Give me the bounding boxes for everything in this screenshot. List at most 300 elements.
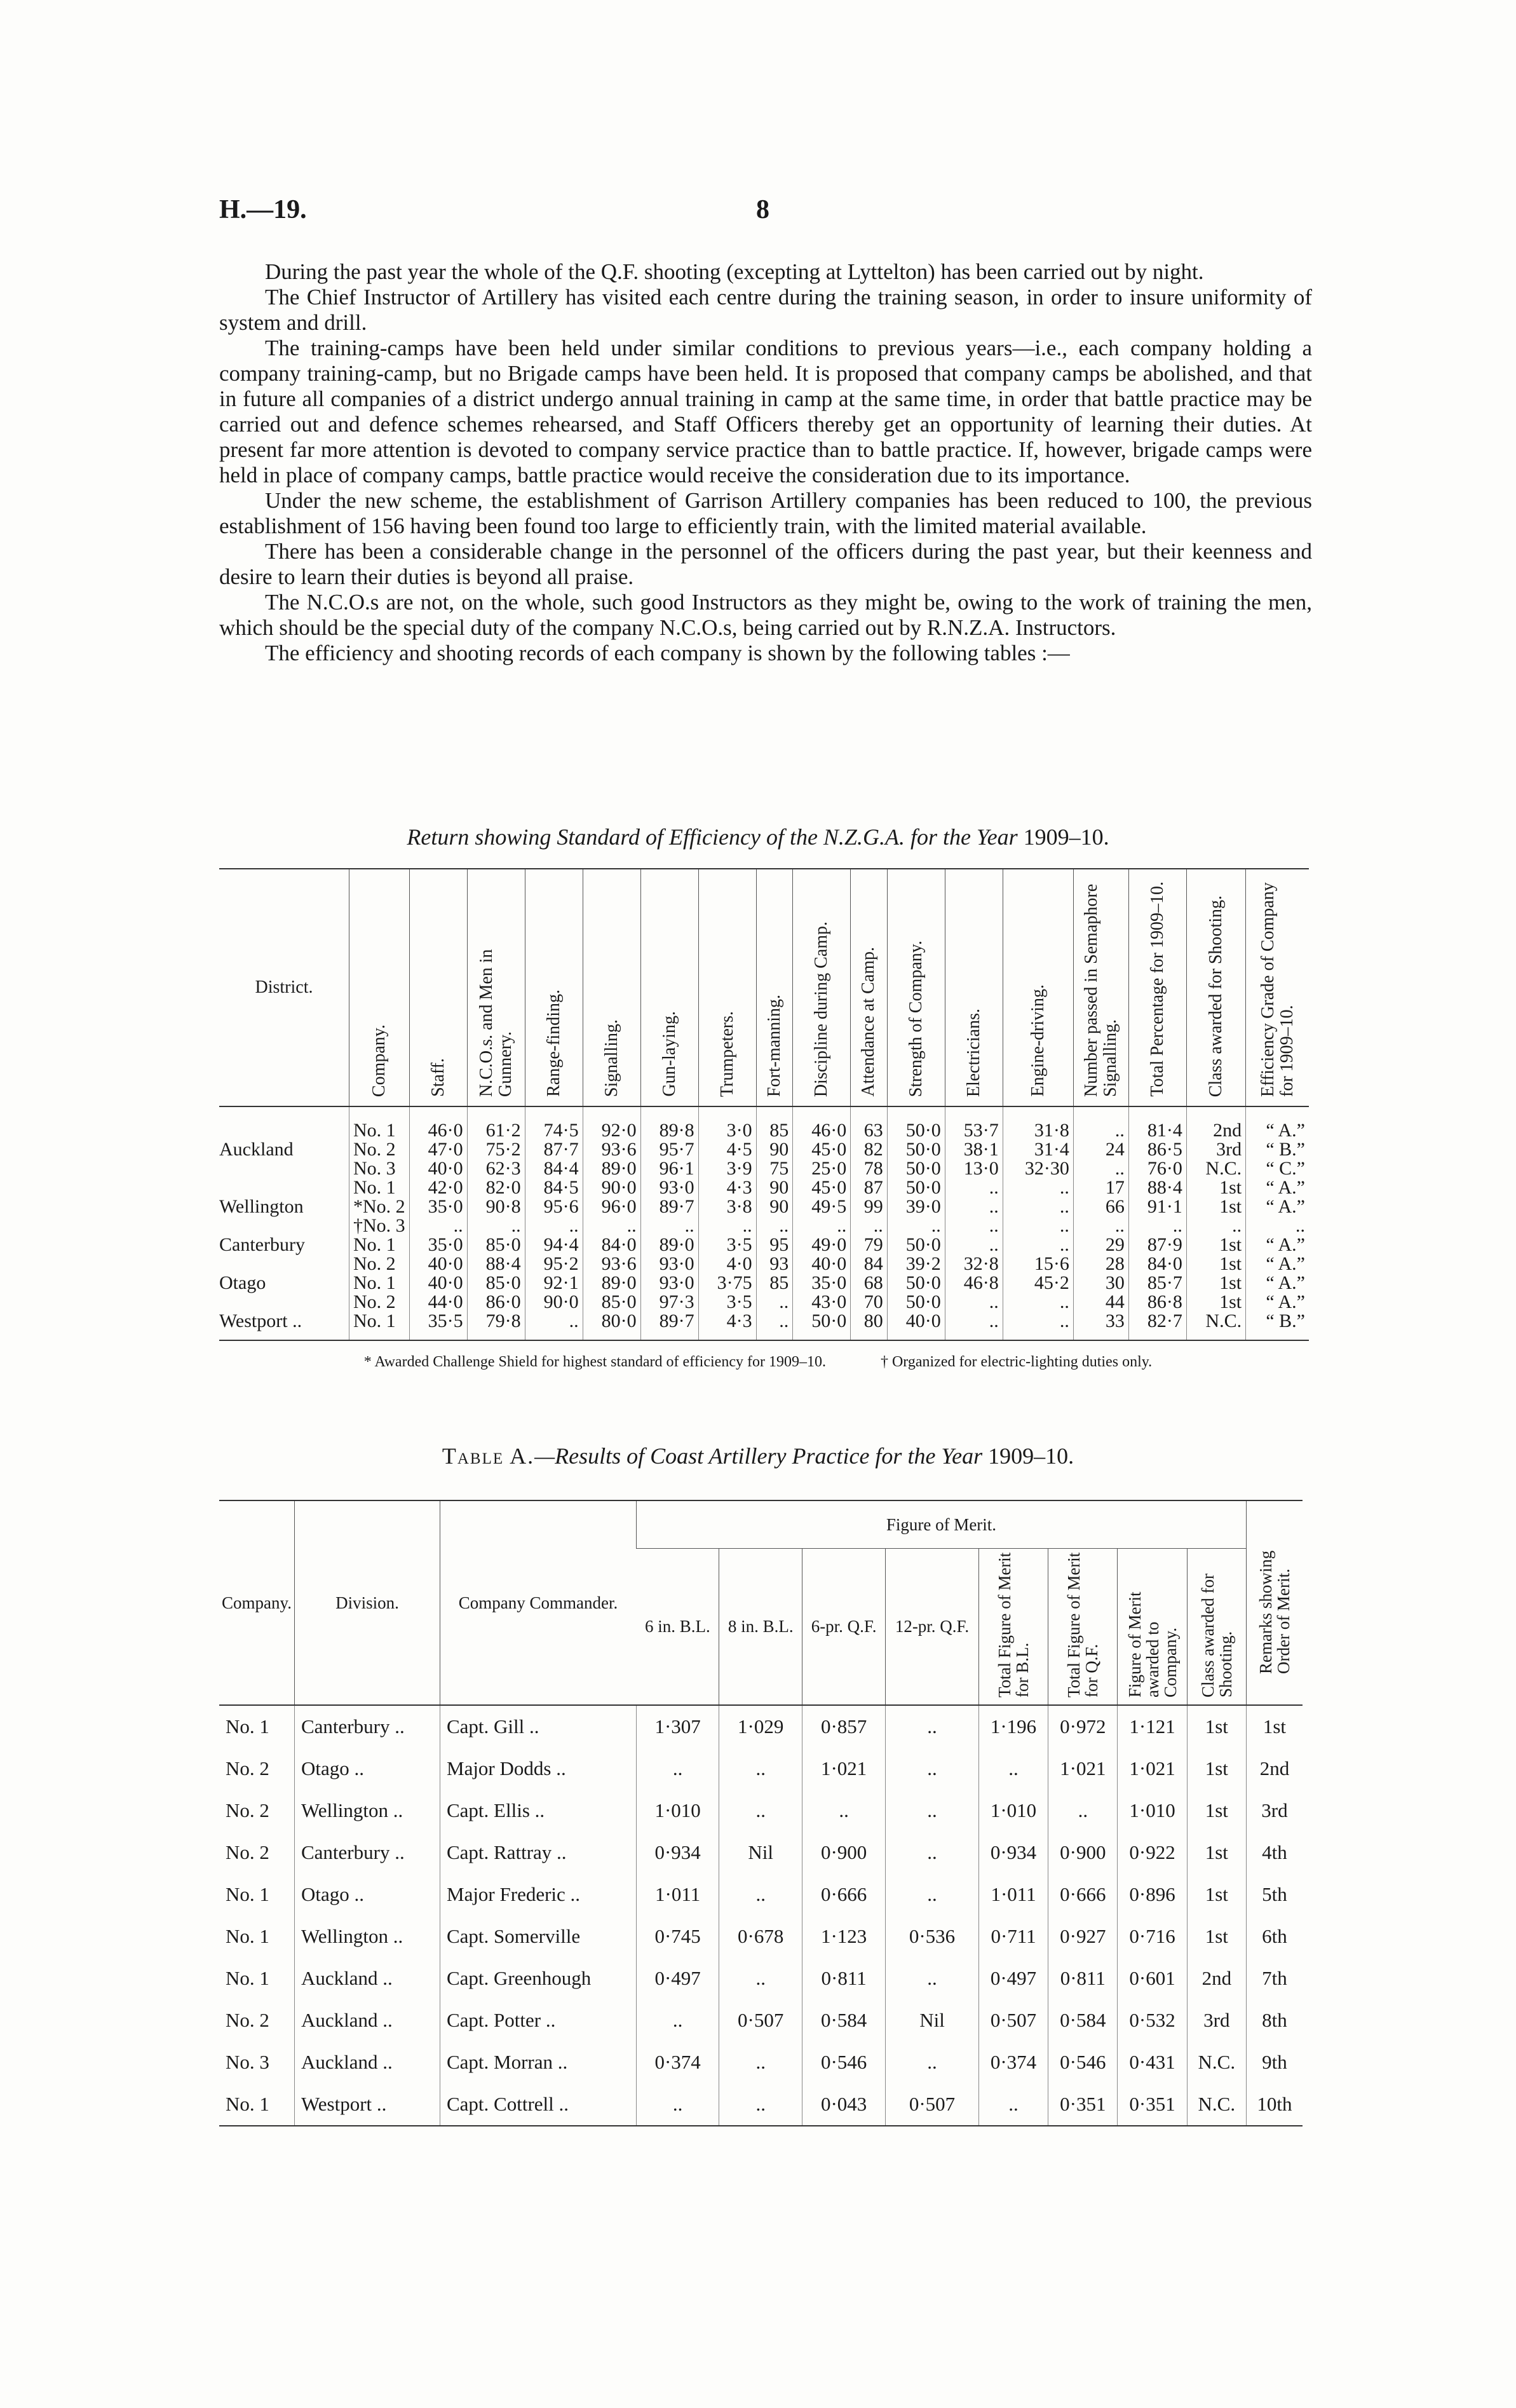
- body-text: [219, 259, 1312, 666]
- commander-cell: Major Dodds ..: [440, 1748, 637, 1790]
- table-cell: 0·711: [978, 1915, 1048, 1957]
- column-header: Trumpeters.: [698, 869, 756, 1106]
- table-cell: 50·0: [887, 1178, 945, 1197]
- company-cell: No. 1: [349, 1178, 410, 1197]
- table-cell: ..: [1128, 1216, 1186, 1235]
- table-cell: 1st: [1186, 1235, 1245, 1255]
- table-cell: 30: [1073, 1274, 1128, 1293]
- table-cell: ..: [1003, 1235, 1073, 1255]
- table-cell: 89·8: [640, 1106, 698, 1140]
- column-header: Fort-manning.: [756, 869, 793, 1106]
- table-cell: ..: [719, 1957, 802, 1999]
- paragraph: Under the new scheme, the establishment of Garrison Artillery companies has been reduced to 100, the previous establishment of 156 having been found too large to efficiently train, with the limited material available.: [219, 488, 1312, 538]
- table-cell: 0·043: [802, 2083, 886, 2126]
- table-cell: 90: [756, 1178, 793, 1197]
- column-header: Class awarded for Shooting.: [1186, 869, 1245, 1106]
- table-cell: 0·900: [802, 1832, 886, 1874]
- table-cell: 87·9: [1128, 1235, 1186, 1255]
- table-cell: ..: [793, 1216, 851, 1235]
- table-cell: 50·0: [887, 1235, 945, 1255]
- table-cell: ..: [637, 1999, 719, 2041]
- table-cell: ..: [719, 2083, 802, 2126]
- table-cell: ..: [978, 2083, 1048, 2126]
- division-cell: Canterbury ..: [295, 1705, 440, 1748]
- table-cell: ..: [1003, 1216, 1073, 1235]
- table-cell: 6th: [1246, 1915, 1303, 1957]
- company-cell: No. 1: [226, 1715, 269, 1738]
- column-header: Discipline during Camp.: [793, 869, 851, 1106]
- table-cell: 0·532: [1118, 1999, 1187, 2041]
- table-header-row: [219, 1500, 1303, 1549]
- company-cell: No. 2: [349, 1255, 410, 1274]
- table-cell: “ A.”: [1246, 1235, 1309, 1255]
- company-cell: No. 2: [226, 1757, 269, 1779]
- table-cell: 1st: [1187, 1748, 1246, 1790]
- table-cell: ..: [719, 1790, 802, 1832]
- table-cell: ..: [945, 1216, 1003, 1235]
- column-header: 12-pr. Q.F.: [886, 1549, 979, 1706]
- table-cell: 84·0: [583, 1235, 640, 1255]
- table-cell: ..: [1073, 1106, 1128, 1140]
- table-cell: ..: [851, 1216, 888, 1235]
- table-cell: ..: [698, 1216, 756, 1235]
- company-cell: No. 1: [226, 1967, 269, 1989]
- table-row: [219, 1255, 1309, 1274]
- table-cell: 0·934: [978, 1832, 1048, 1874]
- table-row: [219, 1874, 1303, 1915]
- table-cell: 1·010: [978, 1790, 1048, 1832]
- table-cell: 86·5: [1128, 1140, 1186, 1159]
- table-cell: 29: [1073, 1235, 1128, 1255]
- efficiency-table: [219, 868, 1309, 1341]
- table-cell: ..: [1003, 1178, 1073, 1197]
- table-cell: ..: [637, 2083, 719, 2126]
- table-cell: ..: [886, 1790, 979, 1832]
- table-cell: 15·6: [1003, 1255, 1073, 1274]
- table-cell: 44: [1073, 1293, 1128, 1312]
- company-cell: No. 2: [226, 1799, 269, 1821]
- table-cell: 90: [756, 1140, 793, 1159]
- table-cell: 95·2: [525, 1255, 583, 1274]
- table-cell: 32·8: [945, 1255, 1003, 1274]
- division-cell: Wellington ..: [295, 1790, 440, 1832]
- table-cell: 91·1: [1128, 1197, 1186, 1216]
- table-cell: 0·811: [1048, 1957, 1118, 1999]
- table-cell: 1st: [1246, 1705, 1303, 1748]
- table-cell: ..: [1003, 1197, 1073, 1216]
- table-cell: 1st: [1186, 1274, 1245, 1293]
- table-cell: 0·934: [637, 1832, 719, 1874]
- table-row: [219, 1178, 1309, 1197]
- column-header: Figure of Merit awarded to Company.: [1118, 1549, 1187, 1706]
- column-header: Class awarded for Shooting.: [1187, 1549, 1246, 1706]
- table-cell: 0·584: [1048, 1999, 1118, 2041]
- table-cell: “ C.”: [1246, 1159, 1309, 1178]
- division-cell: Auckland ..: [295, 1999, 440, 2041]
- table-cell: 3rd: [1186, 1140, 1245, 1159]
- table-cell: 80·0: [583, 1312, 640, 1340]
- column-header: Total Figure of Merit for B.L.: [978, 1549, 1048, 1706]
- table-cell: 1·021: [1048, 1748, 1118, 1790]
- commander-cell: Capt. Ellis ..: [440, 1790, 637, 1832]
- commander-cell: Major Frederic ..: [440, 1874, 637, 1915]
- table-cell: 0·374: [978, 2041, 1048, 2083]
- table-cell: 78: [851, 1159, 888, 1178]
- table-cell: 3·9: [698, 1159, 756, 1178]
- table-cell: 1·011: [978, 1874, 1048, 1915]
- company-cell: No. 2: [349, 1293, 410, 1312]
- table-cell: 35·0: [409, 1235, 467, 1255]
- table-cell: 85·7: [1128, 1274, 1186, 1293]
- table-cell: 40·0: [409, 1274, 467, 1293]
- table-cell: 1·196: [978, 1705, 1048, 1748]
- table-cell: 0·666: [802, 1874, 886, 1915]
- company-cell: †No. 3: [349, 1216, 410, 1235]
- commander-cell: Capt. Cottrell ..: [440, 2083, 637, 2126]
- column-header: N.C.O.s. and Men in Gunnery.: [467, 869, 525, 1106]
- table-cell: 1·307: [637, 1705, 719, 1748]
- table-cell: ..: [945, 1312, 1003, 1340]
- table-cell: 89·0: [583, 1159, 640, 1178]
- table-cell: 93·0: [640, 1178, 698, 1197]
- table-cell: ..: [886, 2041, 979, 2083]
- table-row: [219, 2041, 1303, 2083]
- table2-caption: [0, 1443, 1516, 1469]
- table-cell: 97·3: [640, 1293, 698, 1312]
- table-cell: 95: [756, 1235, 793, 1255]
- company-cell: No. 2: [226, 1841, 269, 1863]
- column-header: Engine-driving.: [1003, 869, 1073, 1106]
- table-cell: 0·896: [1118, 1874, 1187, 1915]
- table-cell: 1·011: [637, 1874, 719, 1915]
- commander-cell: Capt. Gill ..: [440, 1705, 637, 1748]
- table-cell: 45·0: [793, 1178, 851, 1197]
- table-cell: “ A.”: [1246, 1106, 1309, 1140]
- table-cell: 17: [1073, 1178, 1128, 1197]
- table-cell: 10th: [1246, 2083, 1303, 2126]
- table-cell: ..: [525, 1312, 583, 1340]
- table-cell: 89·0: [583, 1274, 640, 1293]
- table-cell: 45·0: [793, 1140, 851, 1159]
- table2-caption-prefix: Table A.: [442, 1443, 535, 1469]
- table-cell: 1st: [1187, 1832, 1246, 1874]
- table-row: [219, 1216, 1309, 1235]
- table-row: [219, 1790, 1303, 1832]
- column-header: Total Figure of Merit for Q.F.: [1048, 1549, 1118, 1706]
- table-cell: 93·0: [640, 1255, 698, 1274]
- division-cell: Auckland ..: [295, 2041, 440, 2083]
- table-cell: 49·5: [793, 1197, 851, 1216]
- division-cell: Wellington ..: [295, 1915, 440, 1957]
- table-cell: 88·4: [467, 1255, 525, 1274]
- table-cell: 2nd: [1246, 1748, 1303, 1790]
- district-cell: [219, 1216, 349, 1235]
- table-cell: 0·601: [1118, 1957, 1187, 1999]
- column-header: Gun-laying.: [640, 869, 698, 1106]
- company-cell: No. 2: [349, 1140, 410, 1159]
- table-cell: ..: [583, 1216, 640, 1235]
- table-cell: 46·0: [409, 1106, 467, 1140]
- table-cell: 96·0: [583, 1197, 640, 1216]
- district-cell: [219, 1178, 349, 1197]
- table-cell: 79·8: [467, 1312, 525, 1340]
- table-cell: Nil: [719, 1832, 802, 1874]
- table-cell: ..: [467, 1216, 525, 1235]
- table-cell: 84·0: [1128, 1255, 1186, 1274]
- company-cell: No. 3: [226, 2051, 269, 2073]
- table-cell: ..: [1073, 1216, 1128, 1235]
- company-cell: No. 1: [226, 2093, 269, 2115]
- table-cell: 1st: [1187, 1915, 1246, 1957]
- table-cell: 85: [756, 1274, 793, 1293]
- table-row: [219, 1140, 1309, 1159]
- district-cell: Otago: [219, 1272, 266, 1293]
- table-row: [219, 1957, 1303, 1999]
- paragraph: The efficiency and shooting records of each company is shown by the following tables :—: [265, 641, 1070, 665]
- table-cell: N.C.: [1186, 1312, 1245, 1340]
- table-cell: 0·351: [1118, 2083, 1187, 2126]
- table-cell: 0·666: [1048, 1874, 1118, 1915]
- table-cell: 95·6: [525, 1197, 583, 1216]
- table-cell: ..: [1003, 1293, 1073, 1312]
- table-cell: 50·0: [887, 1106, 945, 1140]
- table-cell: 0·811: [802, 1957, 886, 1999]
- table-cell: 44·0: [409, 1293, 467, 1312]
- column-header: 8 in. B.L.: [719, 1549, 802, 1706]
- table-cell: N.C.: [1187, 2041, 1246, 2083]
- table-cell: 46·0: [793, 1106, 851, 1140]
- table-cell: ..: [945, 1197, 1003, 1216]
- district-cell: [219, 1255, 349, 1274]
- table-cell: 89·7: [640, 1197, 698, 1216]
- district-cell: [219, 1293, 349, 1312]
- table1-caption-text: Return showing Standard of Efficiency of the N.Z.G.A. for the Year: [407, 824, 1018, 850]
- table-cell: 0·497: [637, 1957, 719, 1999]
- column-header: Company.: [349, 869, 410, 1106]
- table-cell: 70: [851, 1293, 888, 1312]
- district-cell: Wellington: [219, 1196, 304, 1217]
- table-cell: 0·900: [1048, 1832, 1118, 1874]
- column-header: Total Percentage for 1909–10.: [1128, 869, 1186, 1106]
- column-header: Range-finding.: [525, 869, 583, 1106]
- column-header: Electricians.: [945, 869, 1003, 1106]
- table-cell: 74·5: [525, 1106, 583, 1140]
- table-header-row: [219, 869, 1309, 1106]
- table-cell: 85·0: [467, 1274, 525, 1293]
- table-cell: 35·5: [409, 1312, 467, 1340]
- table-cell: ..: [756, 1312, 793, 1340]
- table-cell: 1st: [1186, 1255, 1245, 1274]
- table-cell: “ B.”: [1246, 1140, 1309, 1159]
- table-cell: 0·497: [978, 1957, 1048, 1999]
- table-cell: 93·6: [583, 1255, 640, 1274]
- table-cell: 35·0: [793, 1274, 851, 1293]
- table-cell: 8th: [1246, 1999, 1303, 2041]
- table-row: [219, 1159, 1309, 1178]
- table-cell: Nil: [886, 1999, 979, 2041]
- table2-caption-year: 1909–10.: [988, 1443, 1074, 1469]
- table-cell: 1·021: [1118, 1748, 1187, 1790]
- table-cell: 99: [851, 1197, 888, 1216]
- table-cell: 87: [851, 1178, 888, 1197]
- paragraph: During the past year the whole of the Q.F. shooting (excepting at Lyttelton) has been carried out by night.: [265, 259, 1204, 284]
- table-cell: 0·431: [1118, 2041, 1187, 2083]
- paragraph: The N.C.O.s are not, on the whole, such good Instructors as they might be, owing to the work of training the men, which should be the special duty of the company N.C.O.s, being carried out by R.N.Z.A. Instructors.: [219, 590, 1312, 640]
- table-cell: 1st: [1186, 1178, 1245, 1197]
- table-cell: 53·7: [945, 1106, 1003, 1140]
- table-cell: 0·922: [1118, 1832, 1187, 1874]
- table-cell: N.C.: [1186, 1159, 1245, 1178]
- column-header: Attendance at Camp.: [851, 869, 888, 1106]
- page-number: 8: [756, 195, 769, 224]
- table-cell: 45·2: [1003, 1274, 1073, 1293]
- table-row: [219, 1915, 1303, 1957]
- column-header: District.: [219, 869, 349, 1106]
- table-cell: ..: [886, 1748, 979, 1790]
- table-cell: “ A.”: [1246, 1274, 1309, 1293]
- table1-caption: [0, 824, 1516, 850]
- table-cell: N.C.: [1187, 2083, 1246, 2126]
- table-cell: 92·0: [583, 1106, 640, 1140]
- table-cell: 61·2: [467, 1106, 525, 1140]
- table-cell: 86·8: [1128, 1293, 1186, 1312]
- table-cell: 90·0: [583, 1178, 640, 1197]
- table-cell: 93·0: [640, 1274, 698, 1293]
- table-cell: ..: [945, 1293, 1003, 1312]
- table-cell: 81·4: [1128, 1106, 1186, 1140]
- table-cell: 50·0: [887, 1293, 945, 1312]
- company-cell: No. 1: [349, 1274, 410, 1293]
- document-reference: H.—19.: [219, 195, 307, 224]
- table-cell: ..: [756, 1293, 793, 1312]
- table-cell: ..: [886, 1832, 979, 1874]
- table-cell: 40·0: [409, 1159, 467, 1178]
- table-cell: “ A.”: [1246, 1197, 1309, 1216]
- commander-cell: Capt. Rattray ..: [440, 1832, 637, 1874]
- column-header: Staff.: [409, 869, 467, 1106]
- table-cell: 0·351: [1048, 2083, 1118, 2126]
- table-cell: 80: [851, 1312, 888, 1340]
- table-cell: 1st: [1186, 1197, 1245, 1216]
- table-cell: 1st: [1186, 1293, 1245, 1312]
- table-cell: “ B.”: [1246, 1312, 1309, 1340]
- company-cell: No. 1: [226, 1883, 269, 1905]
- table-cell: 88·4: [1128, 1178, 1186, 1197]
- column-header: Efficiency Grade of Company for 1909–10.: [1246, 869, 1309, 1106]
- table-cell: 82: [851, 1140, 888, 1159]
- division-cell: Canterbury ..: [295, 1832, 440, 1874]
- table-cell: 4·3: [698, 1312, 756, 1340]
- company-cell: *No. 2: [349, 1197, 410, 1216]
- table-cell: 33: [1073, 1312, 1128, 1340]
- table-cell: 40·0: [887, 1312, 945, 1340]
- page-header: [219, 194, 1312, 233]
- table-cell: ..: [1003, 1312, 1073, 1340]
- table-cell: 3rd: [1246, 1790, 1303, 1832]
- district-cell: Auckland: [219, 1139, 294, 1160]
- table-cell: ..: [802, 1790, 886, 1832]
- table-cell: 3·75: [698, 1274, 756, 1293]
- table-cell: 75: [756, 1159, 793, 1178]
- column-header: Strength of Company.: [887, 869, 945, 1106]
- table-cell: 1·123: [802, 1915, 886, 1957]
- paragraph: The training-camps have been held under similar conditions to previous years—i.e., each company holding a company training-camp, but no Brigade camps have been held. It is proposed that company camps be abolished, and that in future all companies of a district undergo annual training in camp at the same time, in order that battle practice may be carried out and defence schemes rehearsed, and Staff Officers thereby get an opportunity of learning their duties. At present far more attention is devoted to company service practice than to battle practice. If, however, brigade camps were held in place of company camps, battle practice would receive the consideration due to its importance.: [219, 336, 1312, 487]
- table-cell: 3·0: [698, 1106, 756, 1140]
- commander-cell: Capt. Somerville: [440, 1915, 637, 1957]
- table-row: [219, 1197, 1309, 1216]
- table-cell: 3·8: [698, 1197, 756, 1216]
- table-cell: ..: [719, 1874, 802, 1915]
- table-row: [219, 1999, 1303, 2041]
- company-cell: No. 1: [349, 1106, 410, 1140]
- table-cell: 0·507: [886, 2083, 979, 2126]
- table-cell: ..: [886, 1957, 979, 1999]
- table-cell: 49·0: [793, 1235, 851, 1255]
- table-cell: ..: [409, 1216, 467, 1235]
- table-row: [219, 1274, 1309, 1293]
- table-cell: ..: [886, 1874, 979, 1915]
- table-cell: ..: [887, 1216, 945, 1235]
- table-cell: 0·584: [802, 1999, 886, 2041]
- table-cell: ..: [945, 1235, 1003, 1255]
- table-cell: 40·0: [793, 1255, 851, 1274]
- table-cell: 0·745: [637, 1915, 719, 1957]
- table-row: [219, 1293, 1309, 1312]
- table-cell: 0·678: [719, 1915, 802, 1957]
- table-cell: ..: [1246, 1216, 1309, 1235]
- table-cell: 13·0: [945, 1159, 1003, 1178]
- table-cell: 0·536: [886, 1915, 979, 1957]
- table-row: [219, 1832, 1303, 1874]
- table-cell: ..: [1048, 1790, 1118, 1832]
- table-cell: 1·029: [719, 1705, 802, 1748]
- company-cell: No. 1: [226, 1925, 269, 1947]
- table-cell: 4·0: [698, 1255, 756, 1274]
- paragraph: The Chief Instructor of Artillery has visited each centre during the training season, in order to insure uniformity of system and drill.: [219, 285, 1312, 335]
- table-cell: 3rd: [1187, 1999, 1246, 2041]
- column-header: 6 in. B.L.: [637, 1549, 719, 1706]
- table-cell: 82·7: [1128, 1312, 1186, 1340]
- column-header: Number passed in Semaphore Signalling.: [1073, 869, 1128, 1106]
- table-cell: 50·0: [793, 1312, 851, 1340]
- table-cell: 2nd: [1186, 1106, 1245, 1140]
- table-cell: 1·010: [1118, 1790, 1187, 1832]
- table-cell: 3·5: [698, 1235, 756, 1255]
- table-cell: 0·716: [1118, 1915, 1187, 1957]
- table-cell: 25·0: [793, 1159, 851, 1178]
- table-cell: 50·0: [887, 1274, 945, 1293]
- company-cell: No. 1: [349, 1312, 410, 1340]
- table-cell: ..: [886, 1705, 979, 1748]
- table-cell: 38·1: [945, 1140, 1003, 1159]
- table-cell: 0·546: [1048, 2041, 1118, 2083]
- table-cell: ..: [525, 1216, 583, 1235]
- table-cell: 75·2: [467, 1140, 525, 1159]
- table-cell: 90·8: [467, 1197, 525, 1216]
- table-cell: 1st: [1187, 1705, 1246, 1748]
- column-header: Signalling.: [583, 869, 640, 1106]
- table-cell: 0·507: [978, 1999, 1048, 2041]
- district-cell: [219, 1106, 349, 1140]
- table-cell: 0·374: [637, 2041, 719, 2083]
- table-cell: 85: [756, 1106, 793, 1140]
- table-cell: 76·0: [1128, 1159, 1186, 1178]
- table-cell: 0·972: [1048, 1705, 1118, 1748]
- table-cell: 90·0: [525, 1293, 583, 1312]
- table-cell: 50·0: [887, 1140, 945, 1159]
- table-cell: 90: [756, 1197, 793, 1216]
- table-cell: ..: [719, 1748, 802, 1790]
